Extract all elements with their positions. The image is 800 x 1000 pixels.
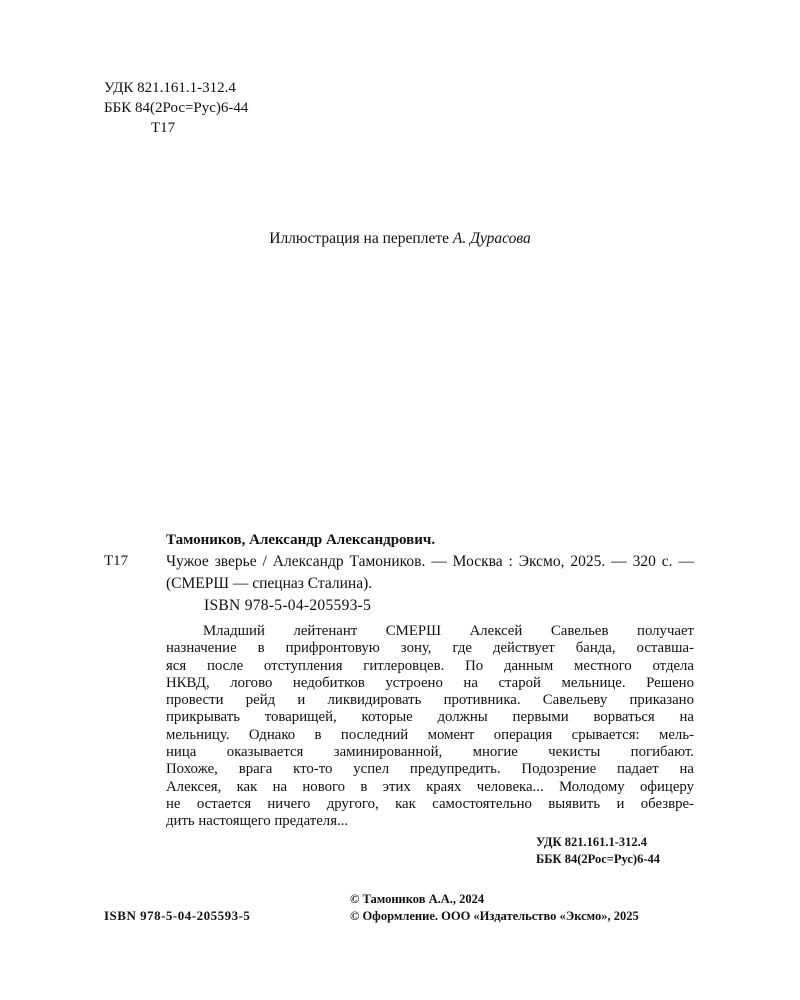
author-mark: Т17 <box>151 120 176 136</box>
author-heading: Тамоников, Александр Александрович. <box>166 532 436 548</box>
isbn-bottom: ISBN 978-5-04-205593-5 <box>104 908 251 923</box>
copyright-author: © Тамоников А.А., 2024 <box>350 892 485 906</box>
annotation-line: дить настоящего предателя... <box>166 813 349 830</box>
bibliographic-description: Чужое зверье / Александр Тамоников. — Москва : Эксмо, 2025. — 320 с. — (СМЕРШ — спецназ Сталина). <box>166 553 694 592</box>
bottom-classification <box>536 834 660 868</box>
annotation-line: Алексея, как на нового в этих краях человека... Молодому офицеру <box>166 778 694 795</box>
annotation-line: мельницу. Однако в последний момент операция срывается: мель- <box>166 726 694 743</box>
copyright-block <box>350 891 639 925</box>
annotation-line: Младший лейтенант СМЕРШ Алексей Савельев получает <box>203 623 694 639</box>
isbn-record: ISBN 978-5-04-205593-5 <box>204 597 372 614</box>
annotation-line: Похоже, врага кто-то успел предупредить. Подозрение падает на <box>166 761 694 778</box>
classification-block <box>104 78 248 138</box>
annotation-line: назначение в прифронтовую зону, где действует банда, оставша- <box>166 640 694 657</box>
illustration-credit <box>0 230 800 248</box>
bottom-udk: УДК 821.161.1-312.4 <box>536 835 647 849</box>
bottom-bbk: ББК 84(2Рос=Рус)6-44 <box>536 852 660 866</box>
annotation-line: не остается ничего другого, как самостоятельно выявить и обезвре- <box>166 795 694 812</box>
udk-code: УДК 821.161.1-312.4 <box>104 80 236 96</box>
bbk-code: ББК 84(2Рос=Рус)6-44 <box>104 100 249 116</box>
annotation-line: яся после отступления гитлеровцев. По данным местного отдела <box>166 657 694 674</box>
annotation-line: ница оказывается заминированной, многие чекисты погибают. <box>166 744 694 761</box>
annotation-line: НКВД, логово недобитков устроено на старой мельнице. Решено <box>166 674 694 691</box>
record-author-mark: Т17 <box>104 553 129 569</box>
illustration-prefix: Иллюстрация на переплете <box>269 230 453 247</box>
copyright-design: © Оформление. ООО «Издательство «Эксмо», 2025 <box>350 909 639 923</box>
annotation <box>166 623 694 831</box>
annotation-line: прикрывать товарищей, которые должны первыми ворваться на <box>166 709 694 726</box>
annotation-line: провести рейд и ликвидировать противника. Савельеву приказано <box>166 692 694 709</box>
illustration-artist: А. Дурасова <box>452 230 531 247</box>
